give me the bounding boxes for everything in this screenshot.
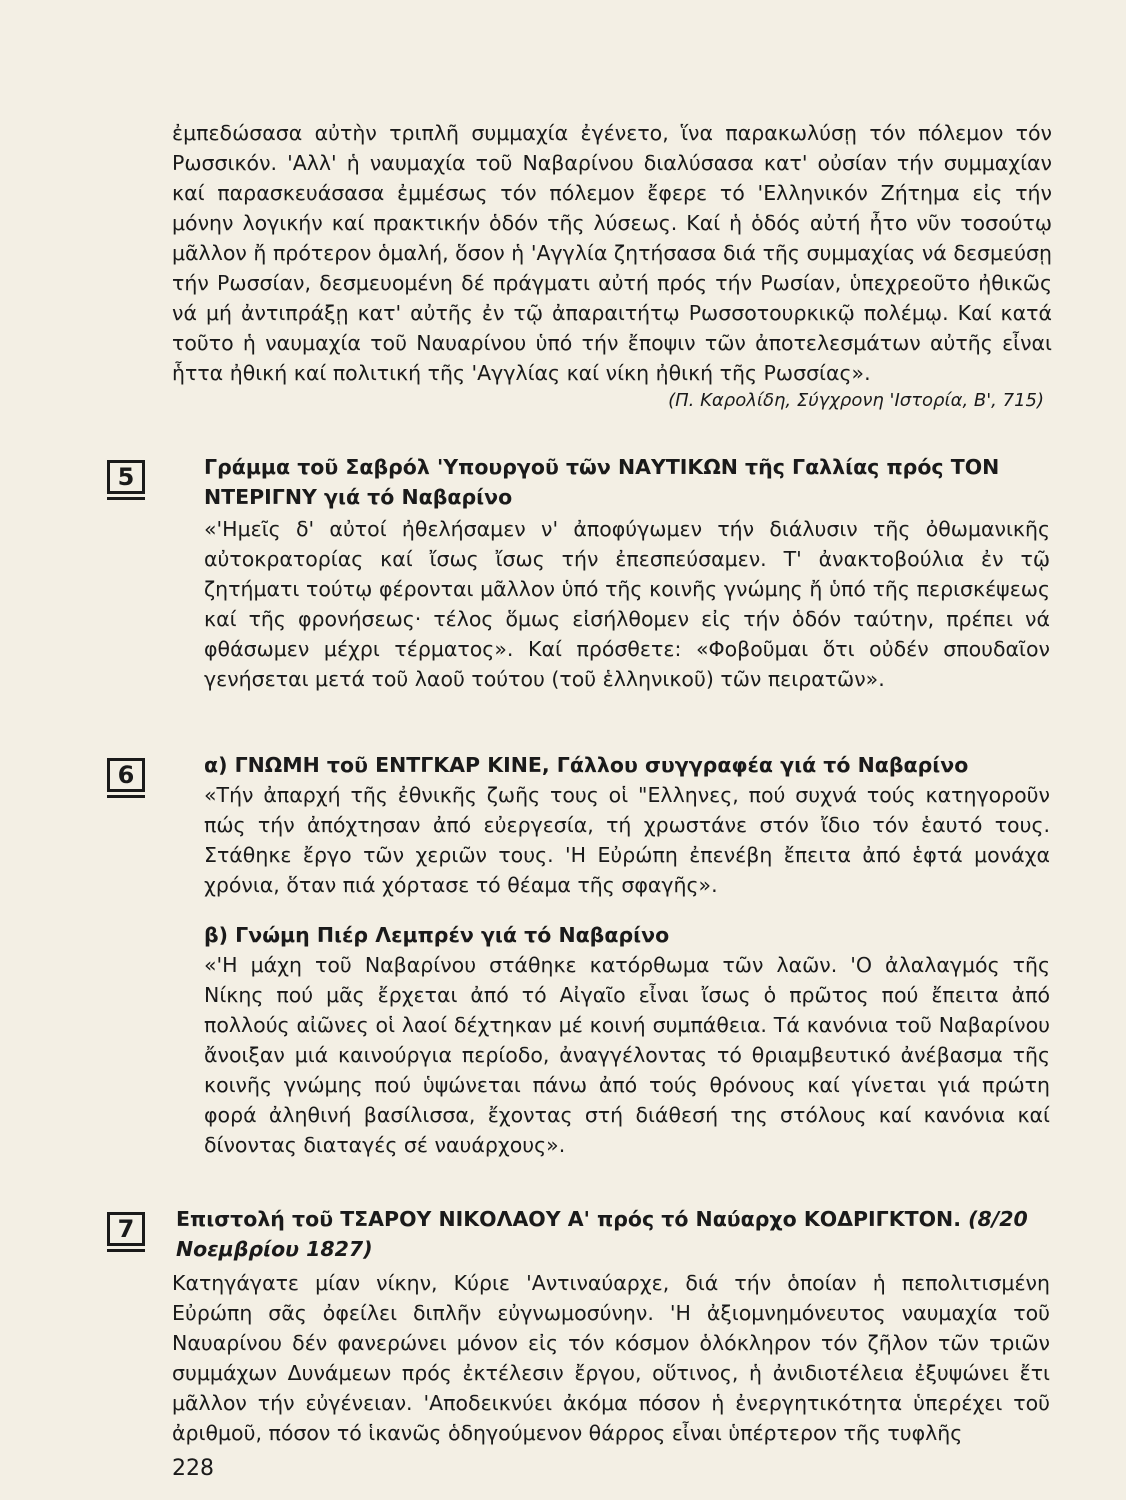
intro-citation: (Π. Καρολίδη, Σύγχρονη 'Ιστορία, Β', 715): [668, 390, 1044, 411]
section-7-text: Κατηγάγατε μίαν νίκην, Κύριε 'Αντιναύαρχε, διά τήν ὁποίαν ἡ πεπολιτισμένη Εὐρώπη σᾶς ὀφείλει διπλῆν εὐγνωμοσύνην. 'Η ἀξιομνημόνευτος ναυμαχία τοῦ Ναυαρίνου δέν φανερώνει μόνον εἰς τόν κόσμον ὁλόκληρον τόν ζῆλον τῶν τριῶν συμμάχων Δυνάμεων πρός ἐκτέλεσιν ἔργου, οὕτινος, ἡ ἀνιδιοτέλεια ἐξυψώνει ἔτι μᾶλλον τήν εὐγένειαν. 'Αποδεικνύει ἀκόμα πόσον ἡ ἐνεργητικότητα ὑπερέχει τοῦ ἀριθμοῦ, πόσον τό ἱκανῶς ὁδηγούμενον θάρρος εἶναι ὑπέρτερον τῆς τυφλῆς: [172, 1271, 1050, 1445]
section-6-heading-b: β) Γνώμη Πιέρ Λεμπρέν γιά τό Ναβαρίνο: [204, 923, 670, 947]
intro-block: [172, 118, 1052, 411]
section-6-text-b: «'Η μάχη τοῦ Ναβαρίνου στάθηκε κατόρθωμα τῶν λαῶν. 'Ο ἀλαλαγμός τῆς Νίκης πού μᾶς ἔρχεται ἀπό τό Αἰγαῖο εἶναι ἴσως ὁ πρῶτος πού ἔπειτα ἀπό πολλούς αἰῶνες οἱ λαοί δέχτηκαν μέ κοινή συμπάθεια. Τά κανόνια τοῦ Ναβαρίνου ἄνοιξαν μιά καινούργια περίοδο, ἀναγγέλοντας τό θριαμβευτικό ἀνέβασμα τῆς κοινῆς γνώμης πού ὑψώνεται πάνω ἀπό τούς θρόνους καί γίνεται γιά πρώτη φορά ἀληθινή βασίλισσα, ἔχοντας στή διάθεσή της στόλους καί κανόνια καί δίνοντας διαταγές σέ ναυάρχους».: [204, 953, 1050, 1157]
section-6-number-box: 6: [107, 758, 145, 792]
section-5-heading: Γράμμα τοῦ Σαβρόλ 'Υπουργοῦ τῶν ΝΑΥΤΙΚΩΝ τῆς Γαλλίας πρός ΤΟΝ ΝΤΕΡΙΓΝΥ γιά τό Ναβαρίνο: [204, 455, 1000, 509]
section-5: [204, 452, 1050, 694]
section-7-number-box: 7: [107, 1212, 145, 1246]
section-6-text-a: «Τήν ἀπαρχή τῆς ἐθνικῆς ζωῆς τους οἱ "Ελληνες, πού συχνά τούς κατηγοροῦν πώς τήν ἀπόχτησαν ἀπό εὐεργεσία, τή χρωστάνε στόν ἴδιο τόν ἑαυτό τους. Στάθηκε ἔργο τῶν χεριῶν τους. 'Η Εὐρώπη ἐπενέβη ἔπειτα ἀπό ἑφτά μονάχα χρόνια, ὅταν πιά χόρτασε τό θέαμα τῆς σφαγῆς».: [204, 783, 1050, 897]
section-7-title: Επιστολή τοῦ ΤΣΑΡΟΥ ΝΙΚΟΛΑΟΥ Α' πρός τό Ναύαρχο ΚΟΔΡΙΓΚΤΟΝ.: [176, 1207, 961, 1231]
section-5-text: «'Ημεῖς δ' αὐτοί ἠθελήσαμεν ν' ἀποφύγωμεν τήν διάλυσιν τῆς ὀθωμανικῆς αὐτοκρατορίας καί ἴσως ἴσως τήν ἐπεσπεύσαμεν. Τ' ἀνακτοβούλια ἐν τῷ ζητήματι τούτῳ φέρονται μᾶλλον ὑπό τῆς κοινῆς γνώμης ἤ ὑπό τῆς περισκέψεως καί τῆς φρονήσεως· τέλος ὅμως εἰσήλθομεν εἰς τήν ὁδόν ταύτην, πρέπει νά φθάσωμεν μέχρι τέρματος». Καί πρόσθετε: «Φοβοῦμαι ὅτι οὐδέν σπουδαῖον γενήσεται μετά τοῦ λαοῦ τούτου (τοῦ ἑλληνικοῦ) τῶν πειρατῶν».: [204, 517, 1050, 691]
section-7-date: (8/20 Νοεμβρίου 1827): [176, 1207, 1028, 1261]
section-7-heading: [172, 1204, 1050, 1264]
section-6-heading-a: α) ΓΝΩΜΗ τοῦ ΕΝΤΓΚΑΡ ΚΙΝΕ, Γάλλου συγγραφέα γιά τό Ναβαρίνο: [204, 753, 969, 777]
section-7: [172, 1204, 1050, 1448]
section-6: [204, 750, 1050, 1160]
intro-paragraph: ἐμπεδώσασα αὐτὴν τριπλῆ συμμαχία ἐγένετο, ἵνα παρακωλύσῃ τόν πόλεμον τόν Ρωσσικόν. 'Αλλ' ἡ ναυμαχία τοῦ Ναβαρίνου διαλύσασα κατ' οὐσίαν τήν συμμαχίαν καί παρασκευάσασα ἐμμέσως τόν πόλεμον ἔφερε τό 'Ελληνικόν Ζήτημα εἰς τήν μόνην λογικήν καί πρακτικήν ὁδόν τῆς λύσεως. Καί ἡ ὁδός αὐτή ἦτο νῦν τοσούτῳ μᾶλλον ἤ πρότερον ὁμαλή, ὅσον ἡ 'Αγγλία ζητήσασα διά τῆς συμμαχίας νά δεσμεύσῃ τήν Ρωσσίαν, δεσμευομένη δέ πράγματι αὐτή πρός τήν Ρωσίαν, ὑπεχρεοῦτο ἠθικῶς νά μή ἀντιπράξῃ κατ' αὐτῆς ἐν τῷ ἀπαραιτήτῳ Ρωσσοτουρκικῷ πολέμῳ. Καί κατά τοῦτο ἡ ναυμαχία τοῦ Ναυαρίνου ὑπό τήν ἔποψιν τῶν ἀποτελεσμάτων αὐτῆς εἶναι ἧττα ἠθική καί πολιτική τῆς 'Αγγλίας καί νίκη ἠθική τῆς Ρωσσίας».: [172, 121, 1052, 385]
page-number: 228: [172, 1456, 214, 1481]
section-5-number-box: 5: [107, 460, 145, 494]
